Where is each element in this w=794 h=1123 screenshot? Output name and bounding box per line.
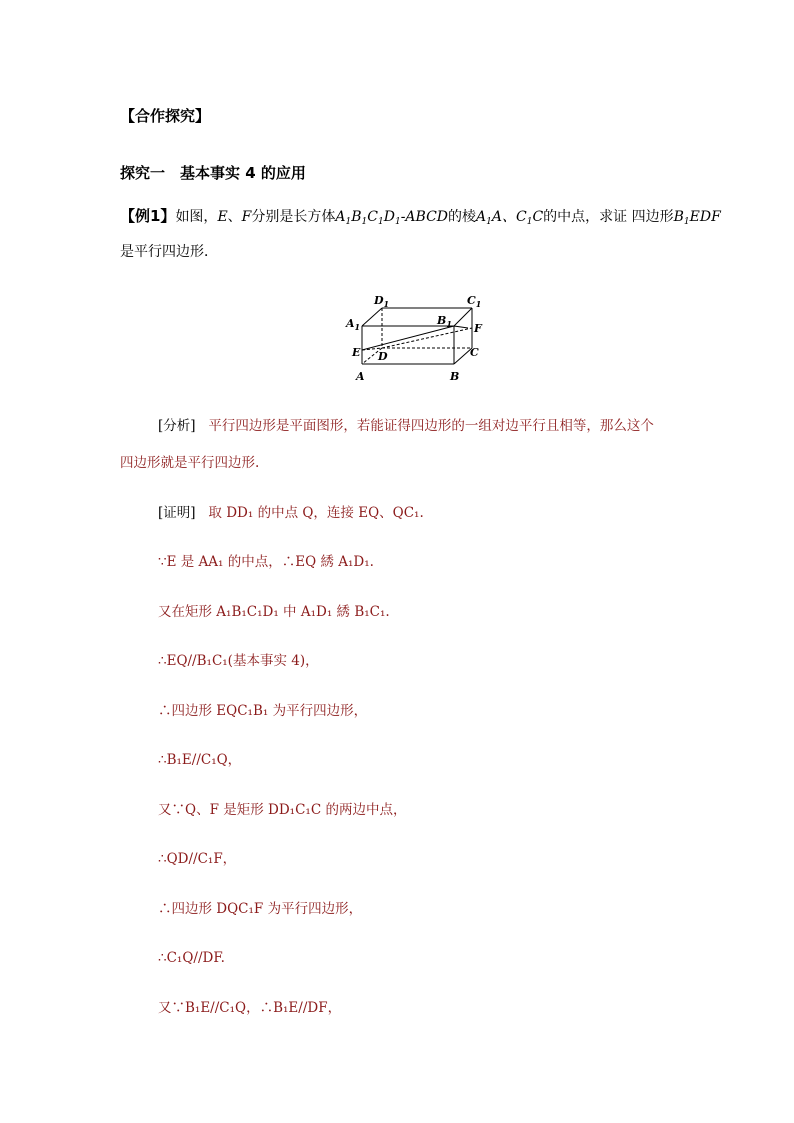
- proof-line10: ∴C₁Q//DF.: [158, 950, 225, 966]
- edge-names: $A_1A$、$C_1C$: [476, 209, 544, 227]
- label-C: C: [470, 346, 479, 359]
- section-title: 【合作探究】: [120, 107, 211, 125]
- proof-line5: ∴四边形 EQC₁B₁ 为平行四边形，: [158, 703, 368, 719]
- proof-line4: ∴EQ//B₁C₁(基本事实 4)，: [158, 653, 319, 669]
- proof-line7: 又∵Q、F 是矩形 DD₁C₁C 的两边中点，: [158, 802, 407, 818]
- label-C1: $C_1$: [467, 294, 482, 309]
- analysis-line1: [分析] 平行四边形是平面图形，若能证得四边形的一组对边平行且相等，那么这个: [158, 418, 654, 434]
- example-label: 【例1】: [120, 207, 176, 225]
- solid-name: $A_1B_1C_1D_1$-ABCD: [335, 209, 449, 227]
- label-B1: $B_1$: [437, 314, 452, 329]
- proof-line11: 又∵B₁E//C₁Q，∴B₁E//DF，: [158, 1000, 342, 1016]
- proof-line1: [证明] 取 DD₁ 的中点 Q，连接 EQ、QC₁.: [158, 505, 424, 521]
- label-F: F: [474, 322, 482, 335]
- proof-line9: ∴四边形 DQC₁F 为平行四边形，: [158, 901, 363, 917]
- label-A: A: [356, 370, 365, 383]
- label-D: D: [378, 350, 388, 363]
- label-B: B: [450, 370, 460, 383]
- proof-line3: 又在矩形 A₁B₁C₁D₁ 中 A₁D₁ 綉 B₁C₁.: [158, 604, 390, 620]
- label-E: E: [352, 346, 361, 359]
- label-A1: $A_1$: [346, 317, 361, 332]
- label-D1: $D_1$: [374, 294, 390, 309]
- analysis-line2: 四边形就是平行四边形.: [120, 455, 260, 471]
- cuboid-figure: [340, 292, 490, 384]
- subsection-title: 探究一 基本事实 4 的应用: [120, 164, 306, 182]
- proof-line8: ∴QD//C₁F，: [158, 851, 237, 867]
- example-statement-line1: 【例1】如图，E、F分别是长方体$A_1B_1C_1D_1$-ABCD的棱$A_1A$、$C_1C$的中点，求证 四边形$B_1EDF$: [120, 207, 721, 227]
- proof-line6: ∴B₁E//C₁Q，: [158, 752, 242, 768]
- quad-name: $B_1EDF$: [673, 209, 721, 227]
- proof-line2: ∵E 是 AA₁ 的中点，∴EQ 綉 A₁D₁.: [158, 554, 374, 570]
- example-statement-line2: 是平行四边形．: [120, 244, 218, 260]
